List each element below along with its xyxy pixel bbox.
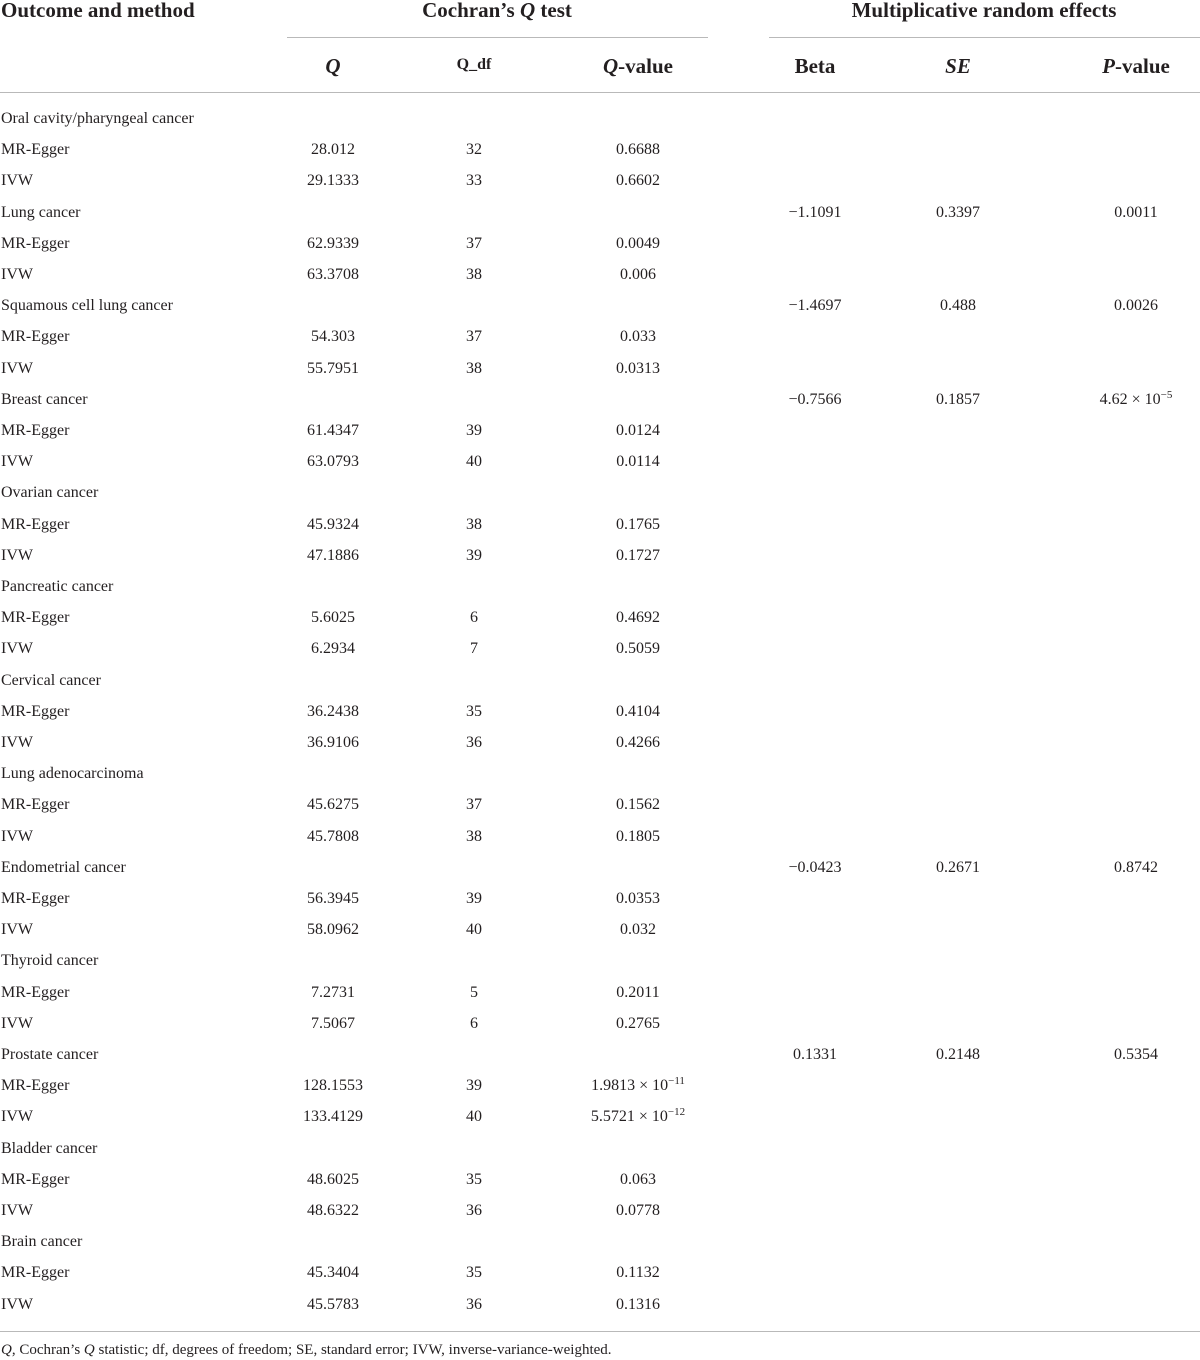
cell-q-value: $1.9813 \times 10^{-11}$	[591, 1075, 685, 1094]
row-label: Oral cavity/pharyngeal cancer	[1, 110, 194, 127]
row-label: MR-Egger	[1, 1264, 70, 1281]
cell-q: 45.5783	[307, 1296, 359, 1313]
header-divider-cochran	[287, 37, 708, 38]
cell-q-df: 32	[466, 141, 482, 158]
table-footnote: Q, Cochran’s Q statistic; df, degrees of freedom; SE, standard error; IVW, inverse-variance-weighted.	[1, 1342, 612, 1358]
row-label: Ovarian cancer	[1, 484, 99, 501]
cell-se: 0.1857	[936, 391, 980, 408]
cell-q: 7.2731	[311, 984, 355, 1001]
cell-p-value: 0.0026	[1114, 297, 1158, 314]
cell-q: 36.9106	[307, 734, 359, 751]
cell-q-value: 0.0313	[616, 360, 660, 377]
row-label: MR-Egger	[1, 1077, 70, 1094]
cell-q-value: 0.6688	[616, 141, 660, 158]
cell-beta: −0.7566	[788, 391, 842, 408]
row-label: IVW	[1, 828, 33, 845]
cell-q: 45.3404	[307, 1264, 359, 1281]
cell-q-df: 6	[470, 609, 478, 626]
cell-q-value: 0.0124	[616, 422, 660, 439]
row-label: Squamous cell lung cancer	[1, 297, 173, 314]
cell-q-value: 0.0049	[616, 235, 660, 252]
cell-q-df: 7	[470, 640, 478, 657]
cell-se: 0.3397	[936, 204, 980, 221]
cell-q: 48.6025	[307, 1171, 359, 1188]
cell-q-df: 39	[466, 547, 482, 564]
cell-q-value: $5.5721 \times 10^{-12}$	[590, 1106, 686, 1125]
row-label: IVW	[1, 172, 33, 189]
cell-q-df: 40	[466, 921, 482, 938]
cell-q: 6.2934	[311, 640, 355, 657]
row-label: MR-Egger	[1, 890, 70, 907]
cell-q: 61.4347	[307, 422, 359, 439]
cell-q-df: 36	[466, 1296, 482, 1313]
row-label: Thyroid cancer	[1, 952, 99, 969]
row-label: MR-Egger	[1, 984, 70, 1001]
cell-q: 48.6322	[307, 1202, 359, 1219]
cell-q-df: 38	[466, 266, 482, 283]
row-label: MR-Egger	[1, 516, 70, 533]
row-label: IVW	[1, 1015, 33, 1032]
cell-q-df: 36	[466, 734, 482, 751]
cell-p-value: 0.0011	[1114, 204, 1158, 221]
cell-p-value: 0.8742	[1114, 859, 1158, 876]
cell-q-df: 37	[466, 235, 482, 252]
table-bottom-rule	[0, 1331, 1200, 1332]
row-label: Endometrial cancer	[1, 859, 126, 876]
cell-q: 7.5067	[311, 1015, 355, 1032]
cell-beta: −1.4697	[788, 297, 842, 314]
header-divider-mre	[769, 37, 1200, 38]
cell-se: 0.2671	[936, 859, 980, 876]
cell-q-df: 40	[466, 453, 482, 470]
cell-q-value: 0.032	[620, 921, 656, 938]
cell-q: 45.6275	[307, 796, 359, 813]
row-label: IVW	[1, 1296, 33, 1313]
cell-q: 58.0962	[307, 921, 359, 938]
cell-beta: −1.1091	[788, 204, 842, 221]
cell-se: 0.2148	[936, 1046, 980, 1063]
row-label: Lung adenocarcinoma	[1, 765, 144, 782]
row-label: MR-Egger	[1, 1171, 70, 1188]
cell-q-value: 0.4104	[616, 703, 660, 720]
cell-q-value: 0.006	[620, 266, 656, 283]
column-header-q-value: Q-value	[603, 54, 673, 78]
exponent: −12	[667, 1106, 686, 1118]
cell-q-value: 0.033	[620, 328, 656, 345]
cell-q: 45.7808	[307, 828, 359, 845]
row-label: MR-Egger	[1, 796, 70, 813]
cell-q: 28.012	[311, 141, 355, 158]
header-bottom-rule	[0, 92, 1200, 93]
column-header-p-value: P-value	[1102, 54, 1170, 78]
column-header-se: SE	[945, 54, 971, 78]
row-label: Cervical cancer	[1, 672, 101, 689]
cell-q-df: 33	[466, 172, 482, 189]
header-cochran-q-test: Cochran’s Q test	[422, 0, 572, 22]
cell-q-value: 0.0114	[616, 453, 660, 470]
cell-q-value: 0.1805	[616, 828, 660, 845]
row-label: MR-Egger	[1, 328, 70, 345]
cell-q-df: 6	[470, 1015, 478, 1032]
row-label: Breast cancer	[1, 391, 88, 408]
cell-q-value: 0.1765	[616, 516, 660, 533]
cell-q: 128.1553	[303, 1077, 363, 1094]
row-label: IVW	[1, 1108, 33, 1125]
header-outcome-method: Outcome and method	[1, 0, 195, 22]
cell-q: 5.6025	[311, 609, 355, 626]
cell-q-value: 0.063	[620, 1171, 656, 1188]
column-header-q-df: Q_df	[456, 56, 492, 73]
cell-q-value: 0.4692	[616, 609, 660, 626]
cell-q-df: 36	[466, 1202, 482, 1219]
cell-q: 63.0793	[307, 453, 359, 470]
row-label: IVW	[1, 640, 33, 657]
cell-q: 62.9339	[307, 235, 359, 252]
cell-q-value: 0.2765	[616, 1015, 660, 1032]
cell-q-value: 0.1727	[616, 547, 660, 564]
row-label: IVW	[1, 547, 33, 564]
cell-q: 47.1886	[307, 547, 359, 564]
row-label: IVW	[1, 453, 33, 470]
cell-q: 56.3945	[307, 890, 359, 907]
row-label: MR-Egger	[1, 609, 70, 626]
cell-q-value: 0.1562	[616, 796, 660, 813]
row-label: MR-Egger	[1, 235, 70, 252]
cell-q-value: 0.5059	[616, 640, 660, 657]
cell-beta: 0.1331	[793, 1046, 837, 1063]
cell-q-value: 0.0778	[616, 1202, 660, 1219]
header-multiplicative-random-effects: Multiplicative random effects	[851, 0, 1117, 22]
row-label: MR-Egger	[1, 422, 70, 439]
cell-q-df: 35	[466, 1264, 482, 1281]
column-header-q: Q	[325, 54, 341, 78]
cell-q-df: 39	[466, 890, 482, 907]
column-header-beta: Beta	[794, 54, 836, 78]
cell-q-value: 0.2011	[616, 984, 660, 1001]
row-label: IVW	[1, 921, 33, 938]
cell-q-value: 0.1316	[616, 1296, 660, 1313]
row-label: Pancreatic cancer	[1, 578, 114, 595]
cell-q-df: 37	[466, 796, 482, 813]
cell-q: 45.9324	[307, 516, 359, 533]
cell-q-df: 35	[466, 703, 482, 720]
cell-q-df: 37	[466, 328, 482, 345]
cell-p-value: 0.5354	[1114, 1046, 1158, 1063]
cell-se: 0.488	[940, 297, 976, 314]
cell-q-value: 0.4266	[616, 734, 660, 751]
row-label: Bladder cancer	[1, 1140, 98, 1157]
row-label: Prostate cancer	[1, 1046, 99, 1063]
cell-q: 29.1333	[307, 172, 359, 189]
row-label: MR-Egger	[1, 703, 70, 720]
row-label: Brain cancer	[1, 1233, 83, 1250]
exponent: −11	[668, 1075, 685, 1087]
cell-q-value: 0.0353	[616, 890, 660, 907]
row-label: IVW	[1, 1202, 33, 1219]
row-label: IVW	[1, 360, 33, 377]
cell-beta: −0.0423	[788, 859, 842, 876]
cell-q: 63.3708	[307, 266, 359, 283]
cell-q: 55.7951	[307, 360, 359, 377]
cell-q-df: 40	[466, 1108, 482, 1125]
row-label: IVW	[1, 734, 33, 751]
row-label: IVW	[1, 266, 33, 283]
row-label: Lung cancer	[1, 204, 81, 221]
cell-q-df: 39	[466, 1077, 482, 1094]
cell-q-value: 0.1132	[616, 1264, 660, 1281]
cell-q-df: 39	[466, 422, 482, 439]
cell-q-value: 0.6602	[616, 172, 660, 189]
cell-q: 133.4129	[303, 1108, 363, 1125]
row-label: MR-Egger	[1, 141, 70, 158]
cell-q: 36.2438	[307, 703, 359, 720]
exponent: −5	[1160, 389, 1173, 401]
cell-q-df: 38	[466, 828, 482, 845]
cell-q-df: 35	[466, 1171, 482, 1188]
cell-q-df: 5	[470, 984, 478, 1001]
cell-q: 54.303	[311, 328, 355, 345]
cell-p-value: $4.62 \times 10^{-5}$	[1099, 389, 1173, 408]
cell-q-df: 38	[466, 360, 482, 377]
cell-q-df: 38	[466, 516, 482, 533]
